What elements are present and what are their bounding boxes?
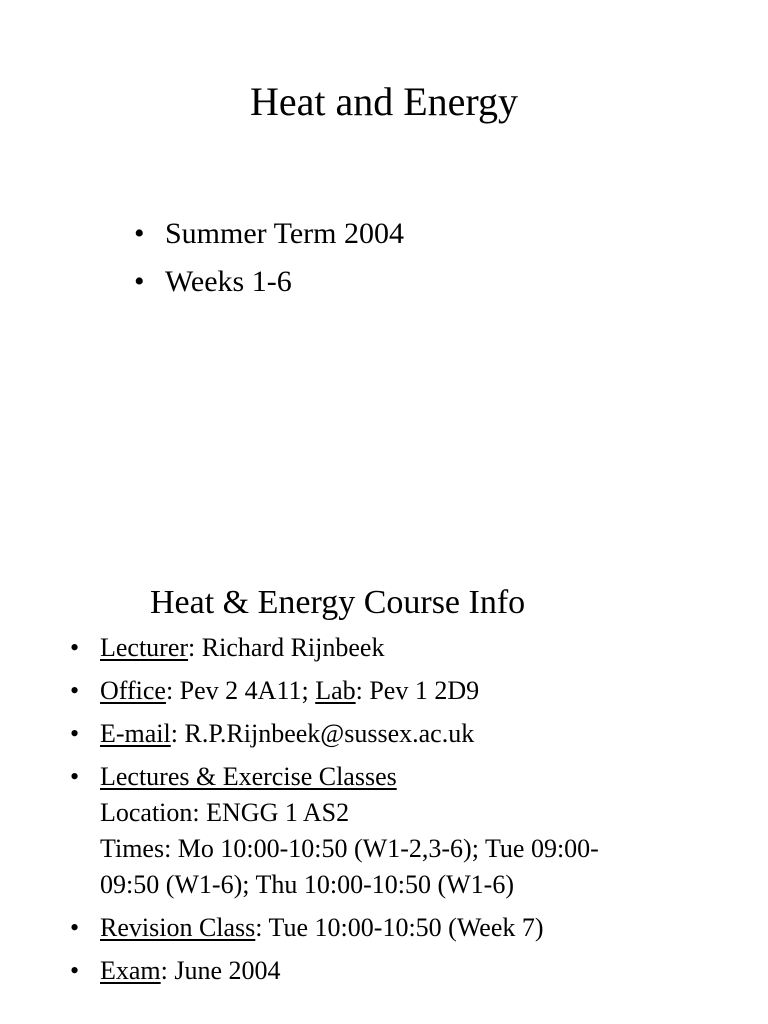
revision-label: Revision Class: [100, 913, 256, 942]
lectures-times-line-2: 09:50 (W1-6); Thu 10:00-10:50 (W1-6): [100, 870, 514, 899]
list-item: [134, 258, 404, 306]
list-item-revision: [70, 910, 710, 946]
list-item: [134, 210, 404, 258]
list-item-lecturer: [70, 630, 710, 666]
bullet-icon: •: [134, 217, 145, 250]
office-value: : Pev 2 4A11;: [165, 676, 316, 705]
lab-value: : Pev 1 2D9: [355, 676, 480, 705]
bullet-text-weeks: Weeks 1-6: [165, 265, 292, 298]
bullet-icon: •: [70, 762, 80, 791]
bullet-icon: •: [134, 265, 145, 298]
lecturer-value: : Richard Rijnbeek: [188, 633, 385, 662]
bullet-icon: •: [70, 956, 80, 985]
office-label: Office: [100, 676, 166, 705]
list-item-office: [70, 673, 710, 709]
course-info-list: [70, 630, 710, 996]
email-value: : R.P.Rijnbeek@sussex.ac.uk: [170, 719, 475, 748]
lectures-times-line-1: Times: Mo 10:00-10:50 (W1-2,3-6); Tue 09:00-: [100, 834, 599, 863]
bullet-text-term: Summer Term 2004: [165, 217, 404, 250]
bullet-icon: •: [70, 633, 80, 662]
email-label: E-mail: [100, 719, 171, 748]
bullet-icon: •: [70, 913, 80, 942]
exam-label: Exam: [100, 956, 161, 985]
slide-1-title: Heat and Energy: [249, 79, 519, 124]
list-item-email: [70, 716, 710, 752]
slide-2-title: Heat & Energy Course Info: [150, 584, 526, 621]
bullet-icon: •: [70, 719, 80, 748]
lecturer-label: Lecturer: [100, 633, 189, 662]
exam-value: : June 2004: [160, 956, 281, 985]
list-item-lectures: [70, 759, 710, 903]
lectures-label: Lectures & Exercise Classes: [100, 762, 397, 791]
revision-value: : Tue 10:00-10:50 (Week 7): [255, 913, 544, 942]
lectures-location: Location: ENGG 1 AS2: [100, 798, 350, 827]
slide-1-bullet-list: [134, 210, 404, 306]
list-item-exam: [70, 953, 710, 989]
lab-label: Lab: [315, 676, 356, 705]
bullet-icon: •: [70, 676, 80, 705]
